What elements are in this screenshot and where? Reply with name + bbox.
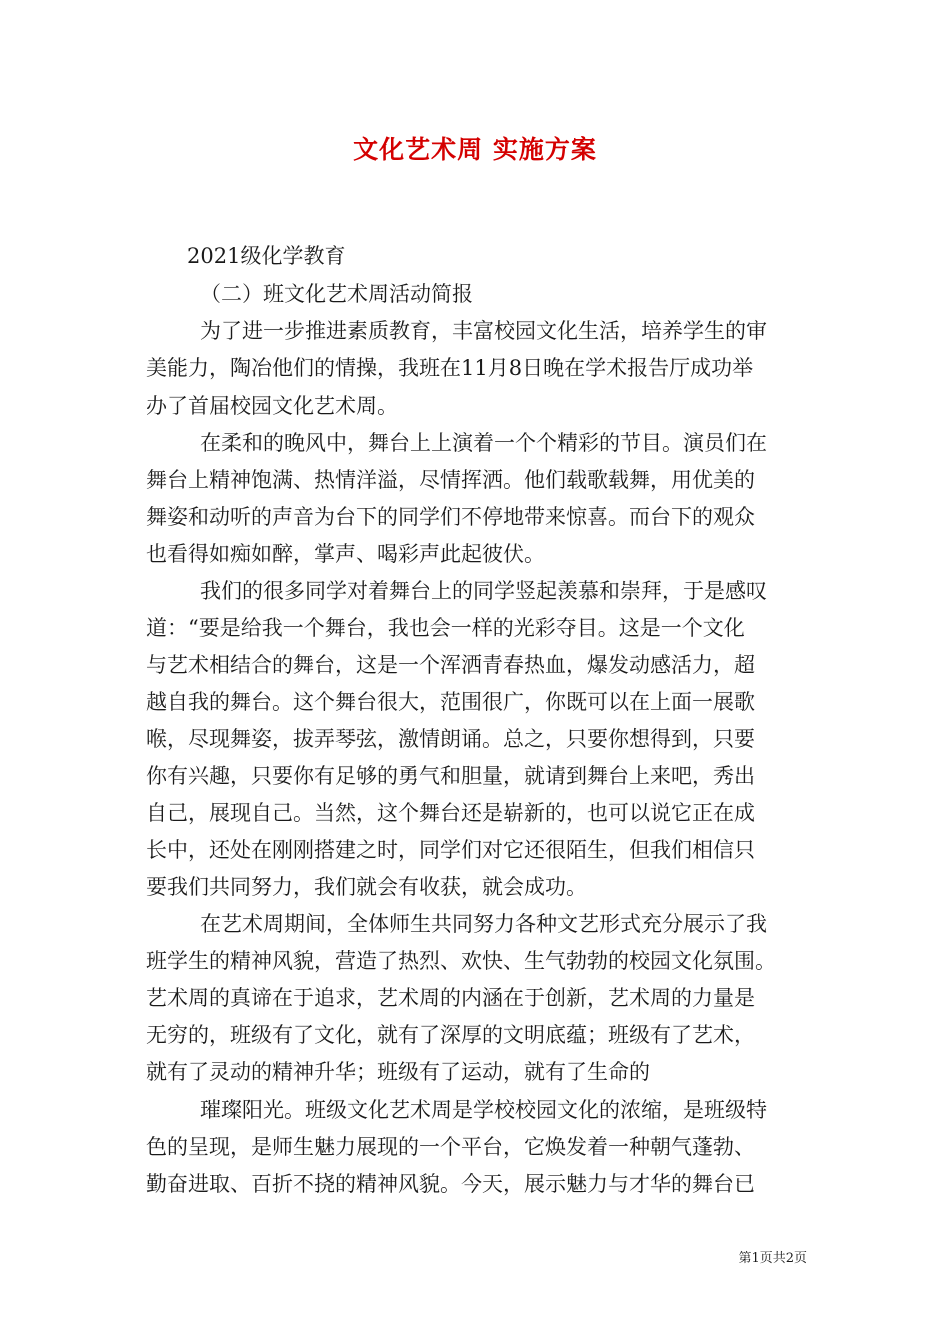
text-line: 在柔和的晚风中，舞台上上演着一个个精彩的节目。演员们在	[200, 431, 767, 455]
text-line: 我们的很多同学对着舞台上的同学竖起羡慕和崇拜，于是感叹	[200, 579, 767, 603]
page-number: 第1页共2页	[738, 1251, 807, 1266]
text-line: 就有了灵动的精神升华；班级有了运动，就有了生命的	[146, 1060, 650, 1084]
text-line: 美能力，陶冶他们的情操，我班在11月8日晚在学术报告厅成功举	[146, 356, 754, 380]
text-line: 无穷的，班级有了文化，就有了深厚的文明底蕴；班级有了艺术，	[146, 1023, 755, 1047]
text-line: 在艺术周期间，全体师生共同努力各种文艺形式充分展示了我	[200, 912, 767, 936]
text-line: 长中，还处在刚刚搭建之时，同学们对它还很陌生，但我们相信只	[146, 838, 755, 862]
text-line: 2021级化学教育	[187, 244, 346, 268]
text-line: 也看得如痴如醉，掌声、喝彩声此起彼伏。	[146, 542, 545, 566]
text-line: 班学生的精神风貌，营造了热烈、欢快、生气勃勃的校园文化氛围。	[146, 949, 776, 973]
text-line: 你有兴趣，只要你有足够的勇气和胆量，就请到舞台上来吧，秀出	[146, 764, 755, 788]
text-line: （二）班文化艺术周活动简报	[200, 282, 473, 306]
text-line: 色的呈现，是师生魅力展现的一个平台，它焕发着一种朝气蓬勃、	[146, 1135, 755, 1159]
text-line: 为了进一步推进素质教育，丰富校园文化生活，培养学生的审	[200, 319, 767, 343]
text-line: 舞姿和动听的声音为台下的同学们不停地带来惊喜。而台下的观众	[146, 505, 755, 529]
text-line: 道：“要是给我一个舞台，我也会一样的光彩夺目。这是一个文化	[146, 616, 745, 640]
document-title: 文化艺术周 实施方案	[353, 135, 597, 164]
text-line: 勤奋进取、百折不挠的精神风貌。今天，展示魅力与才华的舞台已	[146, 1172, 755, 1196]
text-line: 艺术周的真谛在于追求，艺术周的内涵在于创新，艺术周的力量是	[146, 986, 755, 1010]
text-line: 舞台上精神饱满、热情洋溢，尽情挥洒。他们载歌载舞，用优美的	[146, 468, 755, 492]
text-line: 与艺术相结合的舞台，这是一个浑洒青春热血，爆发动感活力，超	[146, 653, 755, 677]
text-line: 自己，展现自己。当然，这个舞台还是崭新的，也可以说它正在成	[146, 801, 755, 825]
text-line: 越自我的舞台。这个舞台很大，范围很广，你既可以在上面一展歌	[146, 690, 755, 714]
text-line: 办了首届校园文化艺术周。	[146, 394, 398, 418]
text-line: 璀璨阳光。班级文化艺术周是学校校园文化的浓缩，是班级特	[200, 1098, 767, 1122]
text-line: 喉，尽现舞姿，拔弄琴弦，激情朗诵。总之，只要你想得到，只要	[146, 727, 755, 751]
text-line: 要我们共同努力，我们就会有收获，就会成功。	[146, 875, 587, 899]
